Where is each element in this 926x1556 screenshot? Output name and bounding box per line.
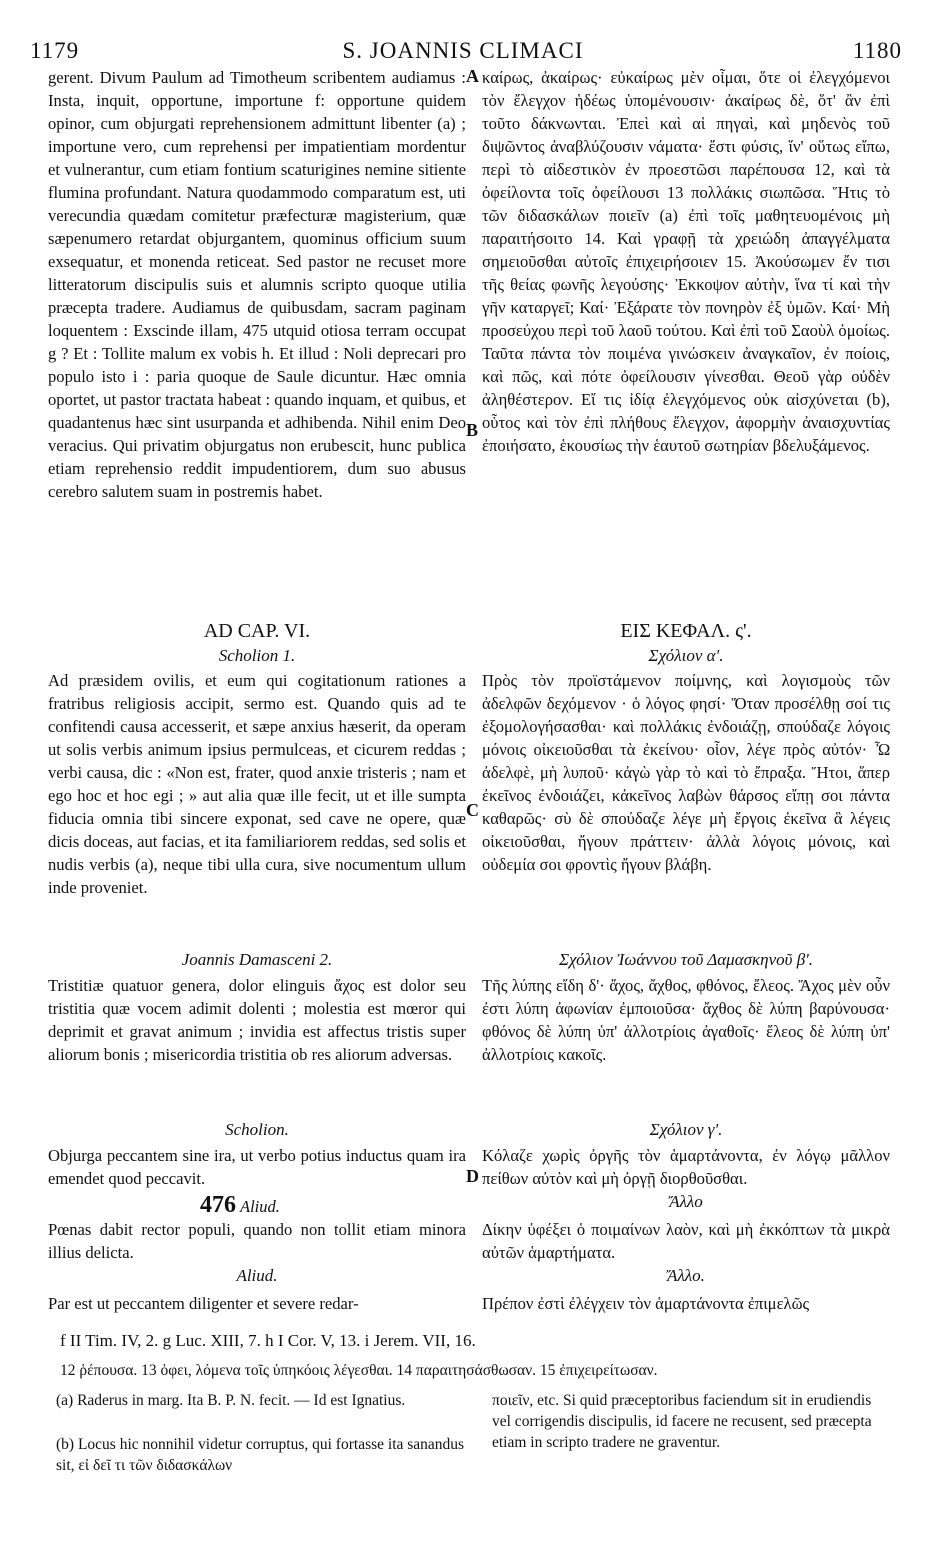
left-scholion-1-text: Ad præsidem ovilis, et eum qui cogitationum rationes a fratribus religiosis accipit, sermo est. Quando quis ad te confitendi causa accesserit, et sæpe anxius hæserit, da operam ut solis verbis animum ipsius permulceas, et cicurem reddas ; verbi causa, dic : «Non est, frater, quod anxie tristeris ; nam et ego hoc et hoc egi ; » aut alia quæ ille fecit, ut et ille sumpta fiducia omnia tibi sincere exponat, sed cave ne opere, quæ dicis doceas, aut facias, et ita familiariorem reddas, sed solis et nudis verbis (a), neque tibi ulla cura, sive nocumentum ullum inde proveniet. bbox=[48, 671, 466, 897]
page-number-left: 1179 bbox=[30, 38, 80, 63]
right-allo-1-title: Ἄλλο bbox=[669, 1192, 703, 1211]
margin-letter-c: C bbox=[466, 800, 479, 820]
right-scholion-1-title: Σχόλιον α'. bbox=[648, 646, 724, 665]
margin-letter-b: B bbox=[466, 420, 479, 440]
column-number-476 bbox=[200, 1192, 280, 1219]
left-aliud-1-title: Aliud. bbox=[240, 1197, 280, 1216]
left-aliud-2-text: Par est ut peccantem diligenter et severe redar- bbox=[48, 1294, 359, 1313]
scripture-references: f II Tim. IV, 2. g Luc. XIII, 7. h I Cor. V, 13. i Jerem. VII, 16. bbox=[60, 1331, 476, 1350]
left-scholion-1-title: Scholion 1. bbox=[218, 646, 296, 665]
right-section-heading: ΕΙΣ ΚΕΦΑΛ. ς'. bbox=[620, 620, 752, 642]
right-scholion-2-text: Τῆς λύπης εἴδη δ'· ἄχος, ἄχθος, φθόνος, ἔλεος. Ἄχος μὲν οὖν ἐστι λύπη ἀφωνίαν ἐμποιοῦσα· ἄχθος δὲ λύπη βαρύνουσα· φθόνος δὲ λύπη ὑπ' ἀλλοτρίοις ἀγαθοῖς· ἔλεος δὲ λύπη ὑπ' ἀλλοτρίοις κακοῖς. bbox=[482, 976, 890, 1064]
column-number: 476 bbox=[200, 1192, 236, 1218]
running-title: S. JOANNIS CLIMACI bbox=[342, 38, 584, 63]
footnote-b: (b) Locus hic nonnihil videtur corruptus, qui fortasse ita sanandus sit, εἰ δεῖ τι τῶν διδασκάλων bbox=[56, 1436, 465, 1474]
left-scholion-2-title: Joannis Damasceni 2. bbox=[181, 950, 333, 969]
right-allo-2-title: Ἄλλο. bbox=[667, 1266, 705, 1285]
left-aliud-1-text: Pœnas dabit rector populi, quando non tollit etiam minora illius delicta. bbox=[48, 1220, 466, 1262]
margin-letter-d: D bbox=[466, 1166, 479, 1186]
right-scholion-1-text: Πρὸς τὸν προϊστάμενον ποίμνης, καὶ λογισμοὺς τῶν ἀδελφῶν δεχόμενον · ὁ λόγος φησί· Ὅταν προσέλθῃ σοί τις ἐξομολογήσασθαι· καὶ πολλάκις ἐνδοιάζῃ, σπούδαζε λόγοις μόνοις οἰκειοῦσθαι τὰ ἐκείνου· οἷον, λέγε πρὸς αὐτόν· Ὦ ἀδελφὲ, μὴ λυποῦ· κἀγὼ γὰρ τὸ καὶ τὸ ἔπραξα. Ἤτοι, ἅπερ ἐκεῖνος ἐνδοιάζει, κἀκεῖνος λαβὼν θάρσος εἴπῃ σοι πάντα καθαρῶς· σὺ δὲ σπούδαζε λέγε μὴ ἔργοις ἐκεῖνα ἃ λέγεις οἰκειοῦσθαι, ἤγουν πράττειν· ἀλλὰ λόγοις μόνοις, καὶ οὐδεμία σοι φροντὶς ἤγουν βλάβη. bbox=[482, 671, 890, 874]
top-latin-text: gerent. Divum Paulum ad Timotheum scribentem audiamus : Insta, inquit, opportune, importune f: opportune quidem opinor, cum objurgati reprehensionem admittunt libenter (a) ; importune vero, cum reprehensi per impatientiam mordentur et vulnerantur, cum etiam fontium scaturigines nemine sitiente flumina profundant. Natura quodammodo comparatum est, uti verecundia quædam comitetur præfecturæ magisterium, quæ sæpenumero retardat objurgantem, quominus officium suum exsequatur, et monenda reticeat. Sed pastor ne recuset more litteratorum discipulis suis et alumnis scripto quoque utilia præcepta tradere. Audiamus de quibusdam, sacram paginam loquentem : Exscinde illam, 475 utquid otiosa terram occupat g ? Et : Tollite malum ex vobis h. Et illud : Noli deprecari pro populo isto i : paria quoque de Saule dicuntur. Hæc omnia oportet, ut pastor tractata habeat : quando inquam, et quibus, et quadantenus hæc sint usurpanda et adhibenda. Nihil enim Deo veracius. Qui privatim objurgatus non erubescit, hunc publica etiam reprehensio reddit impudentiorem, dum suo abusus cerebro salutem suam in postremis habet. bbox=[48, 68, 466, 501]
right-scholion-3-title: Σχόλιον γ'. bbox=[649, 1120, 723, 1139]
margin-letter-a: A bbox=[466, 66, 479, 86]
right-scholion-2-title: Σχόλιον Ἰωάννου τοῦ Δαμασκηνοῦ β'. bbox=[558, 950, 814, 969]
left-scholion-3-text: Objurga peccantem sine ira, ut verbo potius inductus quam ira emendet quod peccavit. bbox=[48, 1146, 466, 1188]
greek-variant-notes: 12 ῥέπουσα. 13 ὀφει, λόμενα τοῖς ὑπηκόοις λέγεσθαι. 14 παραιτησάσθωσαν. 15 ἐπιχειρείτωσαν. bbox=[60, 1362, 658, 1379]
left-aliud-2-title: Aliud. bbox=[236, 1266, 278, 1285]
left-scholion-3-title: Scholion. bbox=[225, 1120, 289, 1139]
footnote-a: (a) Raderus in marg. Ita B. P. N. fecit. — Id est Ignatius. bbox=[56, 1392, 406, 1409]
right-scholion-3-text: Κόλαζε χωρὶς ὀργῆς τὸν ἁμαρτάνοντα, ἐν λόγῳ μᾶλλον πείθων αὐτὸν καὶ μὴ ὀργῇ διορθοῦσθαι. bbox=[482, 1146, 890, 1188]
footnote-b-continued: ποιεῖν, etc. Si quid præceptoribus faciendum sit in erudiendis vel corrigendis discipulis, id facere ne recusent, sed præcepta etiam in scripto tradere ne graventur. bbox=[492, 1392, 872, 1451]
left-scholion-2-text: Tristitiæ quatuor genera, dolor elinguis ἄχος est dolor seu tristitia quæ vocem adimit dolenti ; molestia est mœror qui deprimit et gravat animum ; invidia est affectus tristis super aliorum bonis ; misericordia tristitia ob res aliorum adversas. bbox=[48, 976, 466, 1064]
page-number-right: 1180 bbox=[852, 38, 902, 63]
top-greek-text: καίρως, ἀκαίρως· εὐκαίρως μὲν οἶμαι, ὅτε οἱ ἐλεγχόμενοι τὸν ἔλεγχον ἡδέως ὑπομένουσιν· ἀκαίρως δὲ, ὅτ' ἂν ἐπὶ τοῦτο δάκνωνται. Ἐπεὶ καὶ αἱ πηγαὶ, καὶ μηδενὸς τοῦ διψῶντος ἀναβλύζουσιν νάματα· ἔστι φύσις, ἵν' οὕτως εἴπω, περὶ τὸ αἰδεστικὸν ἐν προεστῶσι παρέπουσα 12, καὶ τὰ ὀφείλοντα τοῖς ὀφείλουσι 13 πολλάκις σιωπῶσα. Ἥτις τὸ τῶν διδασκάλων ποιεῖν (a) ἐπὶ τοῖς μαθητευομένοις μὴ παραιτήσοιτο 14. Καὶ γραφῇ τὰ χρειώδη ἀπαγγέλματα σημειοῦσθαι αὐτοῖς ἐπιχειρήσοιεν 15. Ἀκούσωμεν ἔν τισι τῆς θείας φωνῆς λεγούσης· Ἐκκοψον αὐτὴν, ἵνα τί καὶ τὴν γῆν καταργεῖ; Καί· Ἐξάρατε τὸν πονηρὸν ἐξ ὑμῶν. Καί· Μὴ προσεύχου περὶ τοῦ λαοῦ τούτου. Καὶ ἐπὶ τοῦ Σαοὺλ ὁμοίως. Ταῦτα πάντα τὸν ποιμένα γινώσκειν ἀναγκαῖον, ἐν ποίοις, καὶ πῶς, καὶ πότε ὀφείλουσιν γίνεσθαι. Θεοῦ γὰρ οὐδὲν ἀληθέστερον. Εἴ τις ἰδίᾳ ἐλεγχόμενος οὐκ αἰσχύνεται (b), οὗτος καὶ τὸν ἐπὶ πλήθους ἔλεγχον, ἀφορμὴν ἀναισχυντίας ἐποιήσατο, ἑκουσίως τὴν ἑαυτοῦ σωτηρίαν βδελυξάμενος. bbox=[482, 68, 890, 455]
left-section-heading: AD CAP. VI. bbox=[203, 620, 311, 642]
right-allo-1-text: Δίκην ὑφέξει ὁ ποιμαίνων λαὸν, καὶ μὴ ἐκκόπτων τὰ μικρὰ αὐτῶν ἁμαρτήματα. bbox=[482, 1220, 890, 1262]
right-allo-2-text: Πρέπον ἐστὶ ἐλέγχειν τὸν ἁμαρτάνοντα ἐπιμελῶς bbox=[482, 1294, 810, 1313]
